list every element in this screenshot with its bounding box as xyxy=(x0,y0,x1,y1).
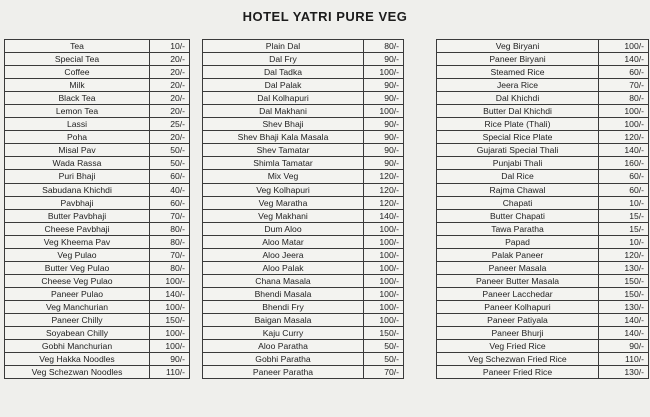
menu-item-price: 100/- xyxy=(150,274,190,287)
menu-row xyxy=(5,313,190,326)
menu-item-price: 100/- xyxy=(364,300,404,313)
menu-item-price: 90/- xyxy=(364,157,404,170)
menu-item-price: 70/- xyxy=(599,79,649,92)
menu-item-price: 100/- xyxy=(150,327,190,340)
menu-row xyxy=(437,274,649,287)
menu-row xyxy=(437,353,649,366)
menu-item-name: Aloo Paratha xyxy=(203,340,364,353)
menu-item-name: Cheese Pavbhaji xyxy=(5,222,150,235)
menu-item-price: 60/- xyxy=(599,170,649,183)
menu-row xyxy=(5,157,190,170)
menu-item-price: 40/- xyxy=(150,183,190,196)
menu-row xyxy=(437,327,649,340)
menu-item-price: 90/- xyxy=(364,53,404,66)
menu-item-name: Black Tea xyxy=(5,92,150,105)
menu-item-price: 10/- xyxy=(599,196,649,209)
menu-row xyxy=(437,79,649,92)
menu-item-name: Bhendi Fry xyxy=(203,300,364,313)
menu-row xyxy=(437,261,649,274)
menu-row xyxy=(203,300,404,313)
menu-row xyxy=(203,353,404,366)
menu-item-price: 100/- xyxy=(150,300,190,313)
menu-row xyxy=(203,92,404,105)
menu-item-price: 100/- xyxy=(364,222,404,235)
menu-row xyxy=(437,209,649,222)
menu-row xyxy=(5,183,190,196)
menu-item-name: Veg Maratha xyxy=(203,196,364,209)
menu-item-name: Shimla Tamatar xyxy=(203,157,364,170)
menu-row xyxy=(5,235,190,248)
menu-item-price: 100/- xyxy=(364,248,404,261)
menu-item-price: 15/- xyxy=(599,209,649,222)
menu-item-price: 140/- xyxy=(364,209,404,222)
menu-item-price: 50/- xyxy=(364,353,404,366)
menu-item-price: 100/- xyxy=(364,287,404,300)
menu-row xyxy=(437,131,649,144)
menu-row xyxy=(437,313,649,326)
menu-item-price: 90/- xyxy=(150,353,190,366)
menu-title: HOTEL YATRI PURE VEG xyxy=(242,9,408,24)
menu-row xyxy=(437,222,649,235)
menu-row xyxy=(203,313,404,326)
menu-row xyxy=(5,366,190,379)
menu-table-dal-sabzi xyxy=(202,39,404,379)
menu-row xyxy=(203,235,404,248)
menu-item-price: 140/- xyxy=(599,313,649,326)
menu-row xyxy=(203,209,404,222)
menu-item-name: Paneer Patiyala xyxy=(437,313,599,326)
menu-item-price: 110/- xyxy=(150,366,190,379)
menu-item-name: Aloo Palak xyxy=(203,261,364,274)
menu-item-price: 90/- xyxy=(364,92,404,105)
menu-item-name: Puri Bhaji xyxy=(5,170,150,183)
menu-item-price: 90/- xyxy=(364,131,404,144)
menu-item-price: 120/- xyxy=(599,248,649,261)
menu-item-name: Dum Aloo xyxy=(203,222,364,235)
menu-row xyxy=(5,92,190,105)
menu-item-name: Veg Fried Rice xyxy=(437,340,599,353)
menu-item-price: 20/- xyxy=(150,92,190,105)
menu-item-name: Baigan Masala xyxy=(203,313,364,326)
menu-table-rice-paneer xyxy=(436,39,649,379)
menu-item-price: 20/- xyxy=(150,131,190,144)
menu-item-name: Paneer Biryani xyxy=(437,53,599,66)
menu-item-name: Gujarati Special Thali xyxy=(437,144,599,157)
menu-item-price: 25/- xyxy=(150,118,190,131)
menu-row xyxy=(437,235,649,248)
menu-item-name: Misal Pav xyxy=(5,144,150,157)
menu-item-name: Paneer Lacchedar xyxy=(437,287,599,300)
menu-row xyxy=(437,105,649,118)
menu-item-price: 60/- xyxy=(599,183,649,196)
menu-item-price: 90/- xyxy=(364,118,404,131)
menu-row xyxy=(437,66,649,79)
menu-item-name: Butter Chapati xyxy=(437,209,599,222)
menu-item-price: 80/- xyxy=(599,92,649,105)
menu-item-name: Dal Rice xyxy=(437,170,599,183)
menu-item-price: 140/- xyxy=(599,327,649,340)
menu-item-name: Gobhi Manchurian xyxy=(5,340,150,353)
menu-item-price: 100/- xyxy=(150,340,190,353)
menu-item-name: Paneer Paratha xyxy=(203,366,364,379)
menu-item-price: 90/- xyxy=(364,79,404,92)
menu-row xyxy=(437,144,649,157)
menu-item-name: Gobhi Paratha xyxy=(203,353,364,366)
menu-item-name: Tawa Paratha xyxy=(437,222,599,235)
menu-item-name: Veg Kolhapuri xyxy=(203,183,364,196)
menu-item-name: Kaju Curry xyxy=(203,327,364,340)
menu-item-name: Special Rice Plate xyxy=(437,131,599,144)
menu-item-name: Butter Veg Pulao xyxy=(5,261,150,274)
menu-item-name: Dal Tadka xyxy=(203,66,364,79)
menu-item-name: Paneer Chilly xyxy=(5,313,150,326)
menu-item-price: 60/- xyxy=(150,196,190,209)
menu-item-name: Dal Kolhapuri xyxy=(203,92,364,105)
menu-row xyxy=(5,248,190,261)
menu-item-name: Cheese Veg Pulao xyxy=(5,274,150,287)
menu-row xyxy=(203,196,404,209)
menu-item-name: Shev Bhaji Kala Masala xyxy=(203,131,364,144)
menu-item-name: Veg Biryani xyxy=(437,40,599,53)
menu-item-price: 50/- xyxy=(150,157,190,170)
menu-item-price: 20/- xyxy=(150,66,190,79)
menu-item-name: Rajma Chawal xyxy=(437,183,599,196)
menu-item-price: 120/- xyxy=(364,170,404,183)
menu-row xyxy=(203,366,404,379)
menu-row xyxy=(5,131,190,144)
menu-item-price: 90/- xyxy=(364,144,404,157)
menu-item-name: Veg Manchurian xyxy=(5,300,150,313)
menu-row xyxy=(5,222,190,235)
menu-row xyxy=(203,144,404,157)
menu-row xyxy=(437,157,649,170)
menu-item-name: Pavbhaji xyxy=(5,196,150,209)
menu-item-name: Dal Khichdi xyxy=(437,92,599,105)
menu-item-name: Jeera Rice xyxy=(437,79,599,92)
menu-item-price: 90/- xyxy=(599,340,649,353)
menu-item-name: Bhendi Masala xyxy=(203,287,364,300)
menu-item-name: Mix Veg xyxy=(203,170,364,183)
menu-row xyxy=(5,118,190,131)
menu-item-price: 100/- xyxy=(364,235,404,248)
menu-item-name: Dal Fry xyxy=(203,53,364,66)
menu-item-name: Dal Palak xyxy=(203,79,364,92)
menu-row xyxy=(5,53,190,66)
menu-item-name: Aloo Jeera xyxy=(203,248,364,261)
menu-row xyxy=(203,287,404,300)
menu-item-name: Veg Kheema Pav xyxy=(5,235,150,248)
menu-item-name: Special Tea xyxy=(5,53,150,66)
menu-item-price: 150/- xyxy=(599,274,649,287)
menu-item-price: 80/- xyxy=(150,261,190,274)
menu-item-price: 100/- xyxy=(364,274,404,287)
menu-row xyxy=(437,118,649,131)
menu-item-name: Paneer Butter Masala xyxy=(437,274,599,287)
menu-row xyxy=(5,196,190,209)
menu-item-price: 20/- xyxy=(150,105,190,118)
menu-row xyxy=(437,92,649,105)
menu-item-name: Dal Makhani xyxy=(203,105,364,118)
menu-row xyxy=(5,327,190,340)
menu-row xyxy=(437,196,649,209)
menu-item-price: 100/- xyxy=(364,261,404,274)
menu-row xyxy=(203,131,404,144)
menu-item-name: Butter Pavbhaji xyxy=(5,209,150,222)
menu-item-name: Veg Makhani xyxy=(203,209,364,222)
menu-item-price: 20/- xyxy=(150,79,190,92)
menu-item-name: Tea xyxy=(5,40,150,53)
menu-item-name: Shev Bhaji xyxy=(203,118,364,131)
menu-row xyxy=(203,261,404,274)
menu-item-name: Chapati xyxy=(437,196,599,209)
menu-row xyxy=(5,274,190,287)
menu-item-name: Steamed Rice xyxy=(437,66,599,79)
menu-item-name: Aloo Matar xyxy=(203,235,364,248)
menu-item-price: 50/- xyxy=(150,144,190,157)
menu-row xyxy=(5,209,190,222)
menu-row xyxy=(203,79,404,92)
menu-item-name: Paneer Masala xyxy=(437,261,599,274)
menu-item-price: 110/- xyxy=(599,353,649,366)
menu-row xyxy=(203,222,404,235)
menu-item-name: Veg Schezwan Noodles xyxy=(5,366,150,379)
menu-item-name: Paneer Fried Rice xyxy=(437,366,599,379)
menu-item-name: Chana Masala xyxy=(203,274,364,287)
menu-item-price: 120/- xyxy=(364,196,404,209)
menu-item-price: 140/- xyxy=(150,287,190,300)
menu-row xyxy=(203,274,404,287)
menu-item-price: 10/- xyxy=(150,40,190,53)
menu-row xyxy=(5,144,190,157)
menu-item-name: Palak Paneer xyxy=(437,248,599,261)
menu-row xyxy=(5,105,190,118)
menu-row xyxy=(437,366,649,379)
menu-row xyxy=(203,40,404,53)
menu-item-price: 130/- xyxy=(599,366,649,379)
menu-row xyxy=(203,105,404,118)
menu-item-name: Paneer Kolhapuri xyxy=(437,300,599,313)
menu-item-name: Coffee xyxy=(5,66,150,79)
menu-item-price: 150/- xyxy=(599,287,649,300)
menu-row xyxy=(203,248,404,261)
menu-item-price: 140/- xyxy=(599,53,649,66)
menu-row xyxy=(203,157,404,170)
menu-item-price: 100/- xyxy=(364,313,404,326)
menu-item-name: Soyabean Chilly xyxy=(5,327,150,340)
menu-row xyxy=(5,300,190,313)
menu-item-price: 120/- xyxy=(364,183,404,196)
menu-item-price: 10/- xyxy=(599,235,649,248)
menu-row xyxy=(437,300,649,313)
menu-item-price: 130/- xyxy=(599,261,649,274)
menu-row xyxy=(437,53,649,66)
menu-item-name: Wada Rassa xyxy=(5,157,150,170)
menu-row xyxy=(5,261,190,274)
menu-item-price: 100/- xyxy=(599,105,649,118)
menu-item-name: Veg Schezwan Fried Rice xyxy=(437,353,599,366)
menu-row xyxy=(5,287,190,300)
menu-item-price: 60/- xyxy=(599,66,649,79)
menu-item-price: 80/- xyxy=(150,222,190,235)
menu-item-price: 100/- xyxy=(599,40,649,53)
menu-table-snacks xyxy=(4,39,190,379)
menu-item-price: 70/- xyxy=(364,366,404,379)
menu-item-price: 60/- xyxy=(150,170,190,183)
menu-row xyxy=(5,353,190,366)
menu-item-name: Veg Hakka Noodles xyxy=(5,353,150,366)
menu-row xyxy=(203,170,404,183)
menu-item-name: Butter Dal Khichdi xyxy=(437,105,599,118)
menu-item-price: 130/- xyxy=(599,300,649,313)
menu-item-price: 70/- xyxy=(150,209,190,222)
menu-row xyxy=(5,340,190,353)
menu-item-price: 80/- xyxy=(364,40,404,53)
menu-item-name: Papad xyxy=(437,235,599,248)
menu-row xyxy=(5,40,190,53)
menu-item-name: Poha xyxy=(5,131,150,144)
menu-row xyxy=(203,118,404,131)
menu-item-price: 70/- xyxy=(150,248,190,261)
menu-item-name: Plain Dal xyxy=(203,40,364,53)
menu-item-price: 100/- xyxy=(364,66,404,79)
menu-row xyxy=(203,327,404,340)
menu-item-name: Milk xyxy=(5,79,150,92)
menu-row xyxy=(437,248,649,261)
menu-item-price: 15/- xyxy=(599,222,649,235)
menu-row xyxy=(5,79,190,92)
menu-item-price: 150/- xyxy=(364,327,404,340)
menu-item-name: Shev Tamatar xyxy=(203,144,364,157)
menu-row xyxy=(437,340,649,353)
menu-row xyxy=(5,66,190,79)
menu-item-price: 150/- xyxy=(150,313,190,326)
menu-item-price: 80/- xyxy=(150,235,190,248)
menu-row xyxy=(437,170,649,183)
menu-row xyxy=(203,183,404,196)
menu-item-name: Rice Plate (Thali) xyxy=(437,118,599,131)
menu-item-name: Paneer Bhurji xyxy=(437,327,599,340)
menu-item-price: 50/- xyxy=(364,340,404,353)
menu-row xyxy=(203,66,404,79)
menu-row xyxy=(437,287,649,300)
menu-item-price: 160/- xyxy=(599,157,649,170)
menu-row xyxy=(437,40,649,53)
menu-item-name: Lemon Tea xyxy=(5,105,150,118)
menu-row xyxy=(203,340,404,353)
menu-item-price: 20/- xyxy=(150,53,190,66)
menu-item-name: Paneer Pulao xyxy=(5,287,150,300)
menu-row xyxy=(203,53,404,66)
menu-item-price: 140/- xyxy=(599,144,649,157)
menu-item-name: Sabudana Khichdi xyxy=(5,183,150,196)
menu-row xyxy=(5,170,190,183)
menu-item-name: Punjabi Thali xyxy=(437,157,599,170)
menu-item-name: Veg Pulao xyxy=(5,248,150,261)
menu-item-price: 100/- xyxy=(364,105,404,118)
menu-item-price: 120/- xyxy=(599,131,649,144)
menu-item-price: 100/- xyxy=(599,118,649,131)
menu-item-name: Lassi xyxy=(5,118,150,131)
menu-row xyxy=(437,183,649,196)
